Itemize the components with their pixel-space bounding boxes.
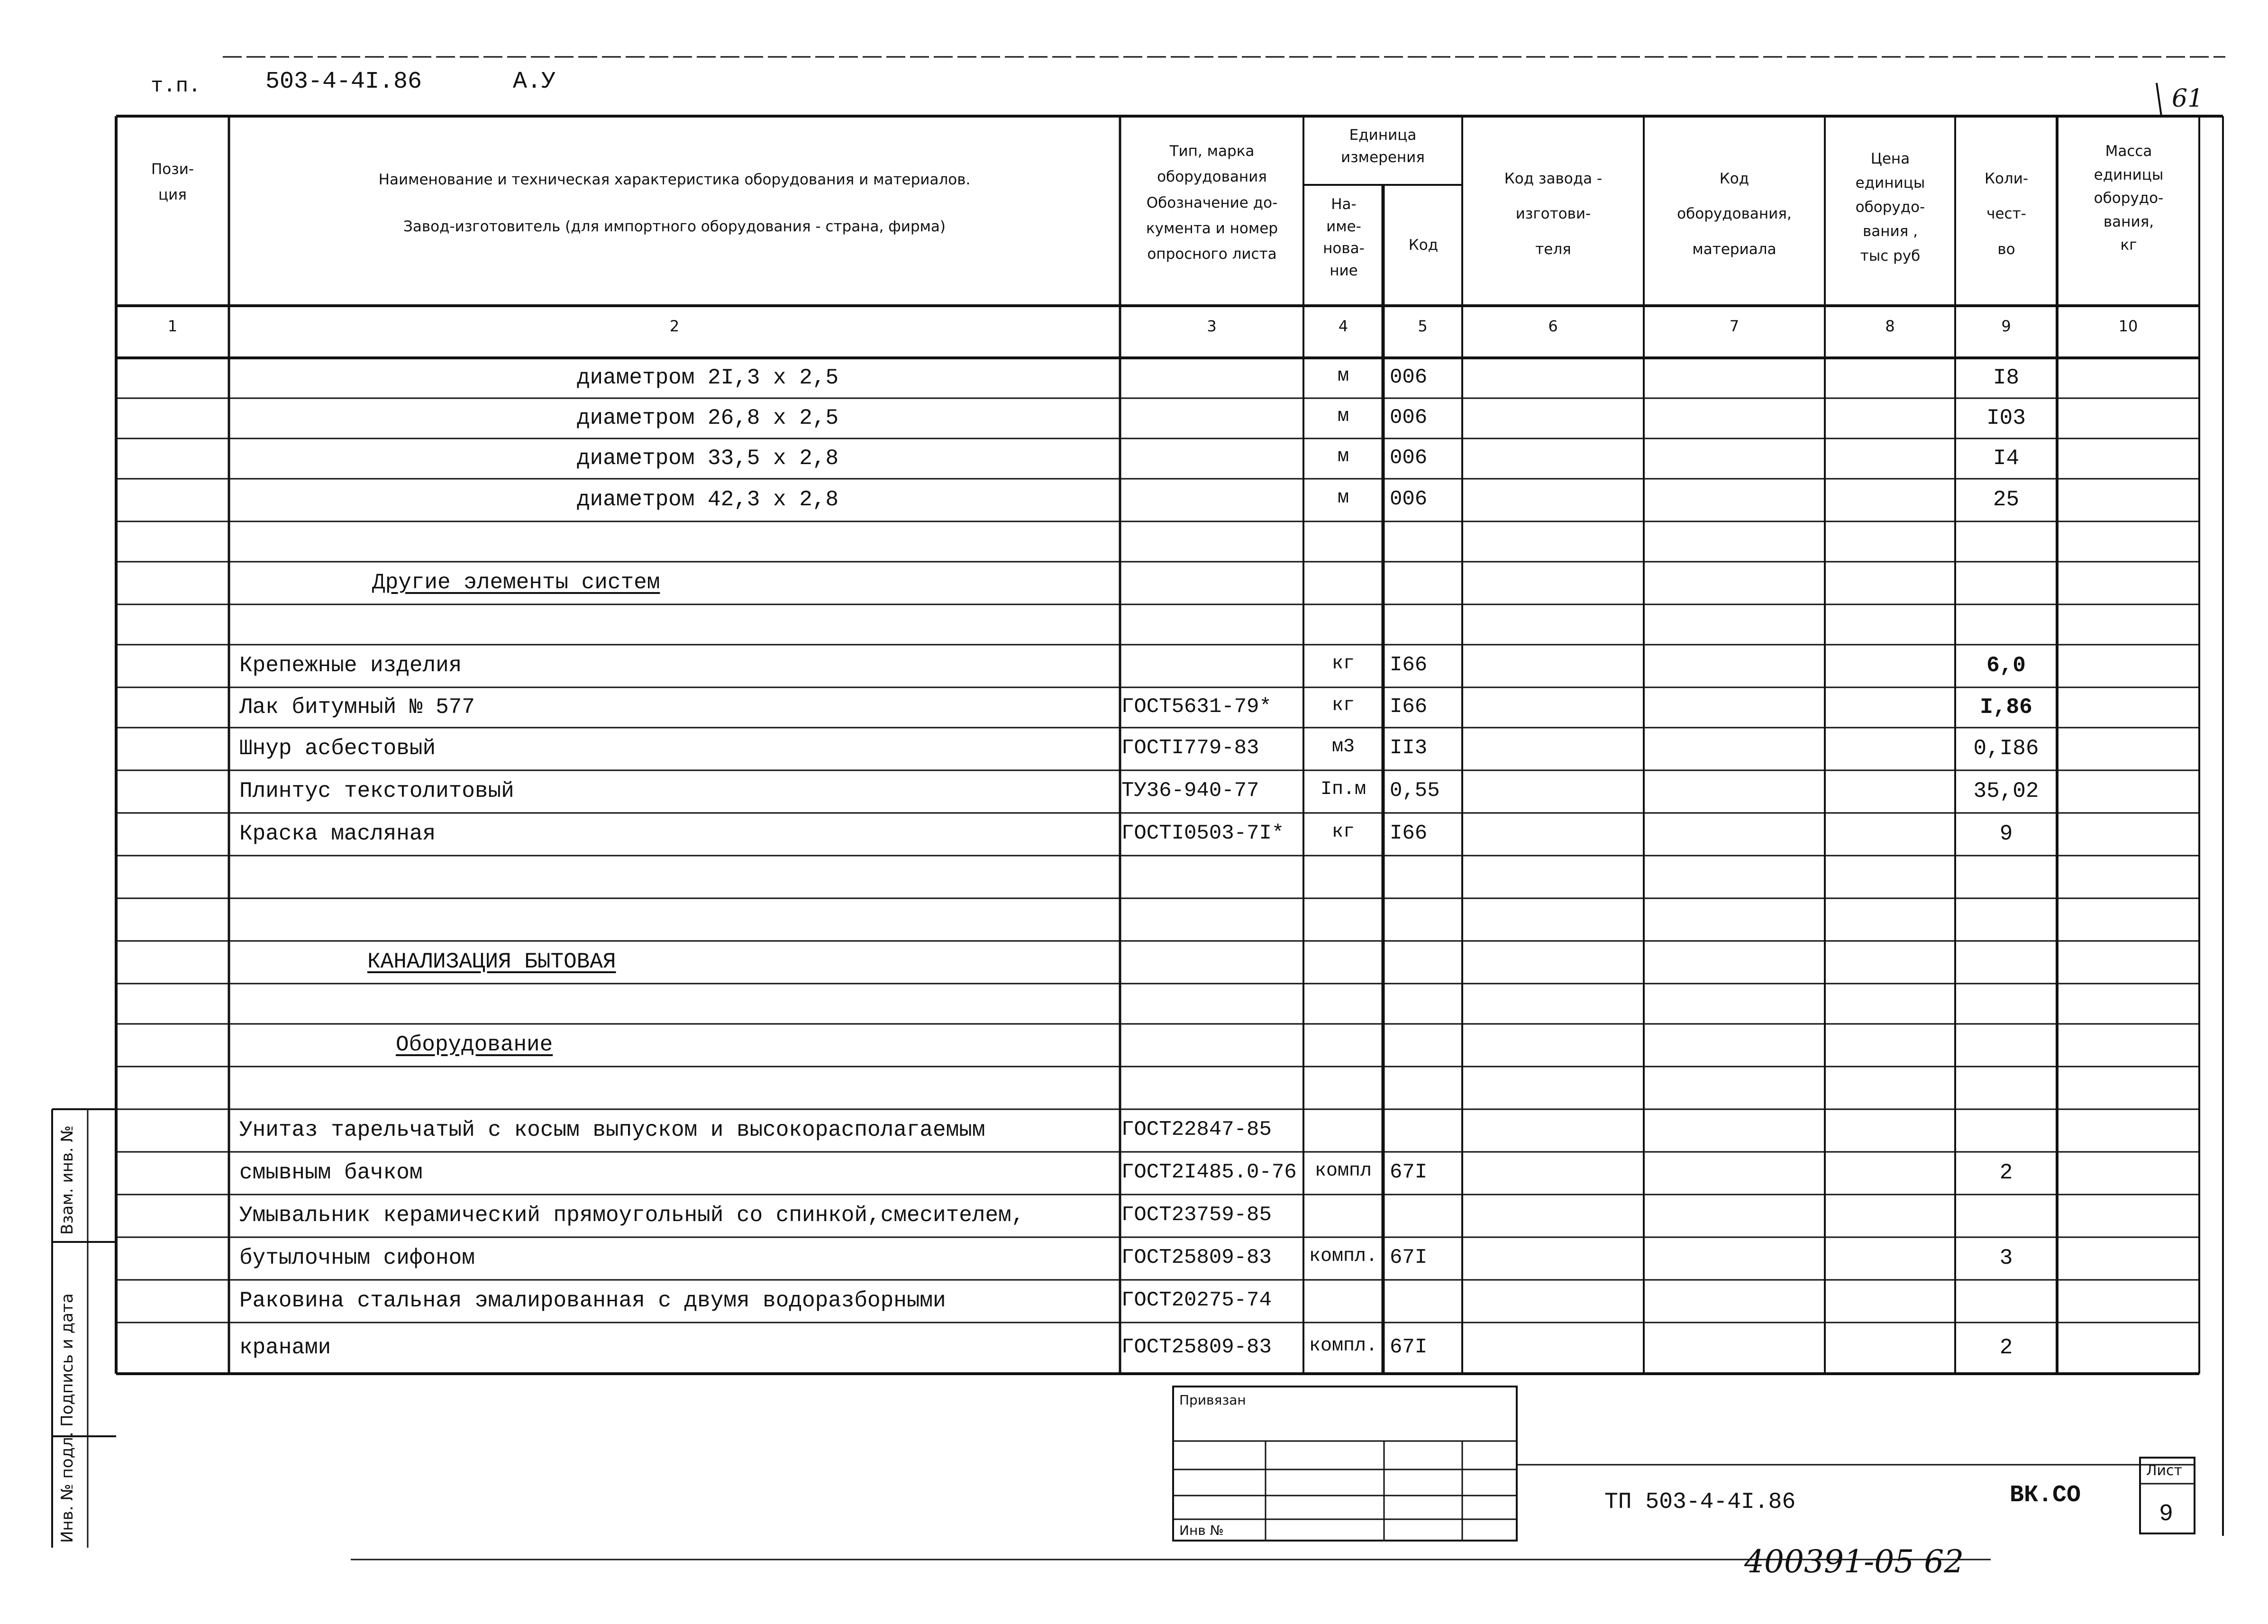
row-item-name: Оборудование xyxy=(396,1032,553,1057)
column-number-8: 8 xyxy=(1885,317,1895,335)
row-item-name: Унитаз тарельчатый с косым выпуском и высокорасполагаемым xyxy=(239,1118,985,1142)
row-quantity: I4 xyxy=(1993,446,2020,471)
column-number-1: 1 xyxy=(167,317,178,335)
row-doc-designation: ГОСТI0503-7I* xyxy=(1121,821,1284,845)
sheet-number-handwritten: 61 xyxy=(2172,84,2204,113)
column-number-3: 3 xyxy=(1207,317,1217,335)
side-stamp-replaced-inv: Взам. инв. № xyxy=(58,1125,77,1235)
row-item-name: Умывальник керамический прямоугольный со спинкой,смесителем, xyxy=(239,1203,1025,1228)
col-header-unit-name: На- име- нова- ние xyxy=(1323,196,1365,279)
row-unit-name: м xyxy=(1337,406,1349,427)
row-doc-designation: ГОСТ20275-74 xyxy=(1121,1288,1272,1312)
stamp-doc-number: ТП 503-4-4I.86 xyxy=(1604,1489,1796,1515)
row-unit-name: м3 xyxy=(1331,736,1355,757)
row-unit-code: II3 xyxy=(1390,736,1428,760)
row-item-name: Крепежные изделия xyxy=(239,653,462,678)
row-unit-code: I66 xyxy=(1390,821,1428,845)
row-doc-designation: ГОСТI779-83 xyxy=(1121,736,1259,760)
row-unit-code: 006 xyxy=(1390,487,1428,511)
column-number-2: 2 xyxy=(669,317,680,335)
row-quantity: 35,02 xyxy=(1973,779,2039,803)
row-unit-code: 006 xyxy=(1390,406,1428,429)
row-quantity: 9 xyxy=(1999,821,2013,846)
album-mark: А.У xyxy=(513,68,556,95)
row-quantity: 2 xyxy=(1999,1335,2013,1360)
row-unit-name: кг xyxy=(1331,821,1355,843)
row-item-name: Плинтус текстолитовый xyxy=(239,779,514,803)
side-stamp-signature-date: Подпись и дата xyxy=(58,1293,77,1427)
row-quantity: I8 xyxy=(1993,365,2020,390)
stamp-inv-number: Инв № xyxy=(1179,1523,1224,1538)
footer-archive-number: 400391-05 62 xyxy=(1744,1543,1964,1580)
col-header-equipment-code: Код оборудования, материала xyxy=(1677,170,1792,258)
row-unit-name: Iп.м xyxy=(1320,779,1366,800)
stamp-list-value: 9 xyxy=(2159,1501,2174,1528)
row-doc-designation: ГОСТ22847-85 xyxy=(1121,1118,1272,1141)
row-item-name: Другие элементы систем xyxy=(372,570,660,595)
row-item-name: КАНАЛИЗАЦИЯ БЫТОВАЯ xyxy=(367,949,616,974)
col-header-name: Наименование и техническая характеристика оборудования и материалов. Завод-изготовитель (для импортного оборудования - страна, фирма) xyxy=(378,171,971,236)
col-header-position: Пози- ция xyxy=(151,161,194,204)
row-doc-designation: ГОСТ5631-79* xyxy=(1121,695,1272,719)
side-stamp-original-inv: Инв. № подл. xyxy=(58,1432,77,1543)
row-quantity: 0,I86 xyxy=(1973,736,2039,761)
row-quantity: 2 xyxy=(1999,1160,2013,1185)
row-unit-code: 67I xyxy=(1390,1246,1428,1269)
row-unit-name: компл. xyxy=(1309,1335,1378,1357)
row-unit-name: м xyxy=(1337,365,1349,387)
row-item-name: кранами xyxy=(239,1335,331,1360)
row-item-name: диаметром 2I,3 х 2,5 xyxy=(576,365,839,390)
row-quantity: I03 xyxy=(1986,406,2026,430)
row-item-name: диаметром 26,8 х 2,5 xyxy=(576,406,839,430)
row-unit-name: м xyxy=(1337,446,1349,467)
row-unit-code: I66 xyxy=(1390,653,1428,677)
row-unit-name: компл xyxy=(1314,1160,1372,1182)
column-number-6: 6 xyxy=(1548,317,1558,335)
row-quantity: 3 xyxy=(1999,1246,2013,1270)
row-unit-code: 0,55 xyxy=(1390,779,1440,803)
row-item-name: Раковина стальная эмалированная с двумя водоразборными xyxy=(239,1288,946,1313)
row-unit-name: кг xyxy=(1331,653,1355,675)
doc-prefix: т.п. xyxy=(151,74,201,98)
col-header-mass: Масса единицы оборудо- вания, кг xyxy=(2094,143,2164,254)
doc-number: 503-4-4I.86 xyxy=(265,68,422,95)
column-number-7: 7 xyxy=(1729,317,1740,335)
col-header-type: Тип, марка оборудования Обозначение до- кумента и номер опросного листа xyxy=(1146,143,1278,263)
row-quantity: 6,0 xyxy=(1986,653,2026,678)
col-header-quantity: Коли- чест- во xyxy=(1984,170,2029,258)
row-item-name: Шнур асбестовый xyxy=(239,736,436,761)
column-number-10: 10 xyxy=(2118,317,2138,335)
row-unit-code: 67I xyxy=(1390,1335,1428,1359)
row-unit-name: кг xyxy=(1331,695,1355,716)
row-doc-designation: ГОСТ25809-83 xyxy=(1121,1246,1272,1269)
row-doc-designation: ГОСТ2I485.0-76 xyxy=(1121,1160,1297,1184)
col-header-factory-code: Код завода - изготови- теля xyxy=(1504,170,1603,258)
row-doc-designation: ТУ36-940-77 xyxy=(1121,779,1259,803)
stamp-mark: ВК.СО xyxy=(2010,1482,2081,1509)
row-doc-designation: ГОСТ25809-83 xyxy=(1121,1335,1272,1359)
row-item-name: диаметром 42,3 х 2,8 xyxy=(576,487,839,512)
column-number-9: 9 xyxy=(2001,317,2011,335)
row-unit-code: I66 xyxy=(1390,695,1428,719)
row-doc-designation: ГОСТ23759-85 xyxy=(1121,1203,1272,1227)
row-unit-name: компл. xyxy=(1309,1246,1378,1267)
row-item-name: бутылочным сифоном xyxy=(239,1246,475,1270)
row-item-name: смывным бачком xyxy=(239,1160,423,1185)
stamp-privyazan: Привязан xyxy=(1179,1392,1246,1408)
row-unit-code: 006 xyxy=(1390,446,1428,470)
column-number-5: 5 xyxy=(1418,317,1428,335)
col-header-unit-code: Код xyxy=(1408,237,1439,254)
column-number-4: 4 xyxy=(1338,317,1348,335)
row-item-name: Краска масляная xyxy=(239,821,436,846)
row-quantity: I,86 xyxy=(1980,695,2032,720)
stamp-list-label: Лист xyxy=(2146,1462,2183,1479)
col-header-unit-group: Единица измерения xyxy=(1341,127,1425,166)
row-item-name: диаметром 33,5 х 2,8 xyxy=(576,446,839,471)
row-item-name: Лак битумный № 577 xyxy=(239,695,475,720)
col-header-price: Цена единицы оборудо- вания , тыс руб xyxy=(1855,150,1925,265)
row-quantity: 25 xyxy=(1993,487,2020,512)
row-unit-code: 006 xyxy=(1390,365,1428,389)
row-unit-name: м xyxy=(1337,487,1349,509)
row-unit-code: 67I xyxy=(1390,1160,1428,1184)
